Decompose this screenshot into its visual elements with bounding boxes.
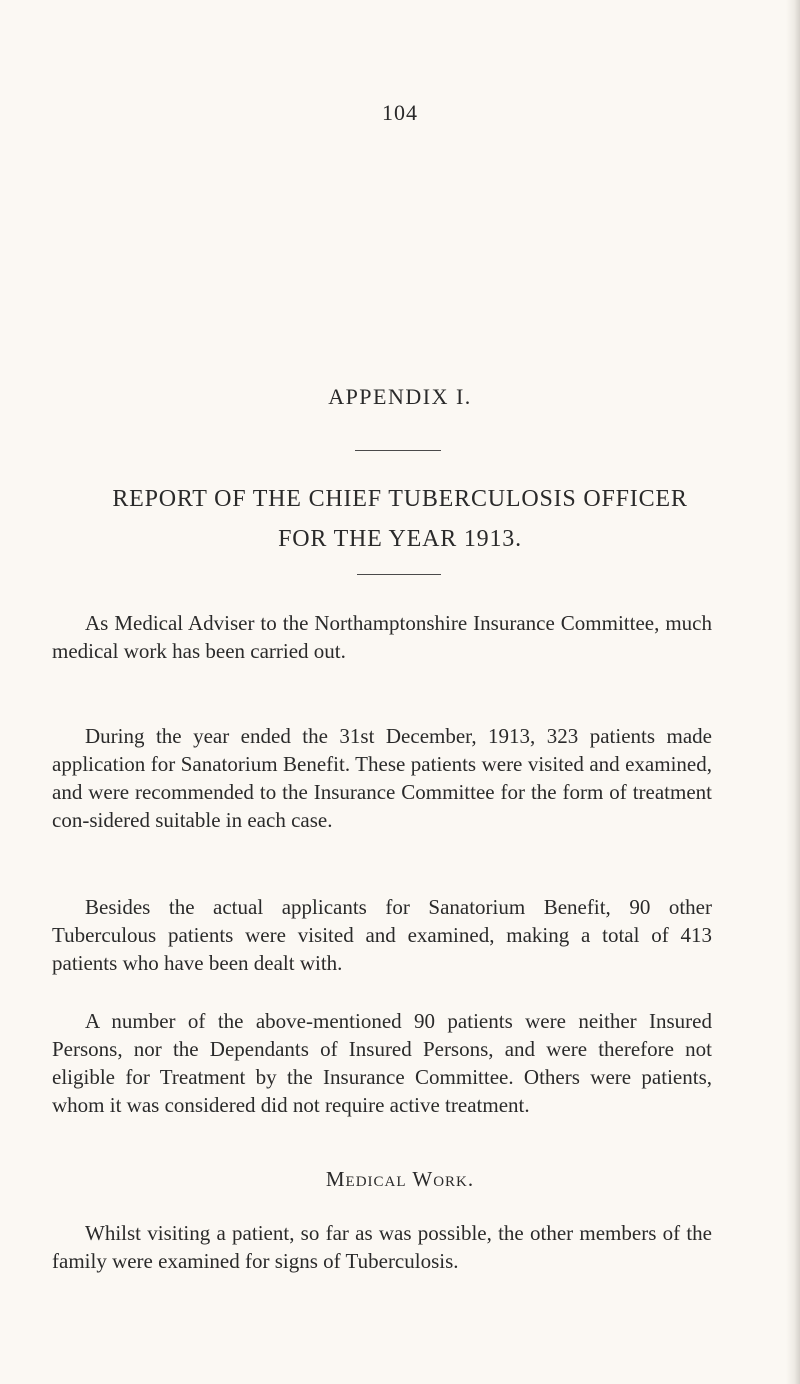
paragraph-family-examination (52, 1219, 712, 1275)
appendix-heading: APPENDIX I. (328, 384, 472, 409)
report-title (0, 479, 800, 559)
paragraph-eligibility (52, 1007, 712, 1119)
paragraph-applications (52, 722, 712, 834)
divider-rule (357, 574, 441, 575)
paragraph-text: During the year ended the 31st December, 1913, 323 patients made application for Sanatorium Benefit. These patients were visited and examined, and were recommended to the Insurance Committee for the form of treatment con-sidered suitable in each case. (52, 724, 712, 832)
divider-rule (355, 450, 441, 451)
paragraph-text: A number of the above-mentioned 90 patients were neither Insured Persons, nor the Dependants of Insured Persons, and were therefore not eligible for Treatment by the Insurance Committee. Others were patients, whom it was considered did not require active treatment. (52, 1009, 712, 1117)
paragraph-text: Besides the actual applicants for Sanatorium Benefit, 90 other Tuberculous patients were visited and examined, making a total of 413 patients who have been dealt with. (52, 895, 712, 975)
page-number: 104 (382, 100, 418, 125)
paragraph-other-patients (52, 893, 712, 977)
paragraph-text: As Medical Adviser to the Northamptonshire Insurance Committee, much medical work has been carried out. (52, 611, 712, 663)
section-heading-medical-work: Medical Work. (325, 1167, 475, 1191)
report-title-line-1: REPORT OF THE CHIEF TUBERCULOSIS OFFICER (112, 486, 688, 512)
paragraph-text: Whilst visiting a patient, so far as was possible, the other members of the family were examined for signs of Tuberculosis. (52, 1221, 712, 1273)
paragraph-medical-adviser (52, 609, 712, 665)
report-title-line-2: FOR THE YEAR 1913. (278, 526, 522, 552)
